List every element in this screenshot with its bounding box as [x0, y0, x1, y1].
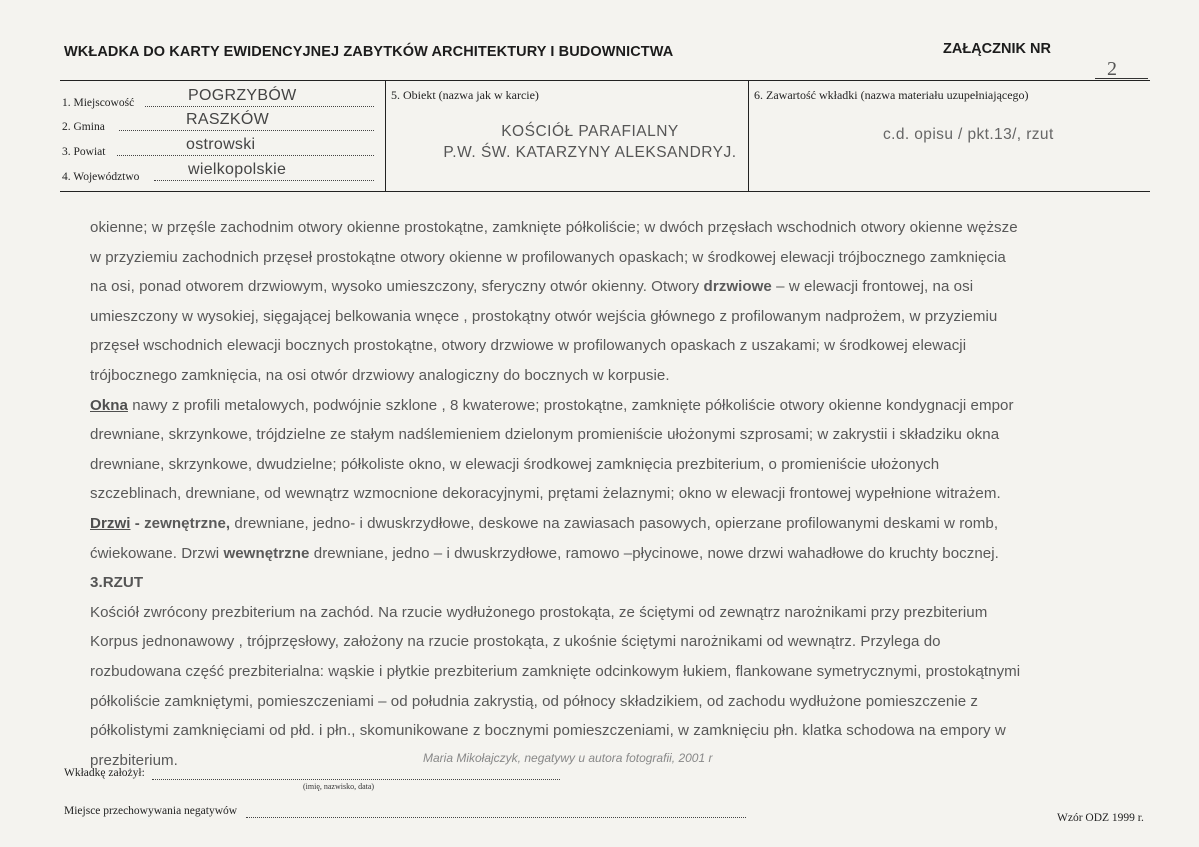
- underlined-term: Okna: [90, 396, 128, 414]
- field-label: 1. Miejscowość: [62, 97, 135, 109]
- description-text: [90, 213, 1160, 775]
- field-label: 2. Gmina: [62, 121, 105, 133]
- text-line: Okna nawy z profili metalowych, podwójnie szklone , 8 kwaterowe; prostokątne, zamknięte półkoliście otwory okienne kondygnacji empor: [90, 396, 1014, 414]
- location-row-voivodeship: [62, 161, 374, 183]
- dotted-line: [119, 130, 374, 131]
- text-line: szczeblinach, drewniane, od wewnątrz wzmocnione dekoracyjnymi, prętami żelaznymi; okno w elewacji frontowej wypełnione witrażem.: [90, 485, 1001, 503]
- negatives-storage-label: Miejsce przechowywania negatywów: [64, 805, 238, 817]
- text-line: rozbudowana część prezbiterialna: wąskie i płytkie prezbiterium zamknięte odcinkowym łukiem, flankowane symetrycznymi, prostokątnymi: [90, 662, 1021, 680]
- annex-label: ZAŁĄCZNIK NR: [943, 41, 1051, 57]
- text-line: drewniane, skrzynkowe, dwudzielne; półkoliste okno, w elewacji środkowej zamknięcia prezbiterium, o promieniście ułożonych: [90, 455, 940, 473]
- text-line: półkolistymi zamknięciami od płd. i płn., skomunikowane z bocznymi pomieszczeniami, w zamknięciu płn. klatka schodowa na empory w: [90, 722, 1006, 740]
- text-line: na osi, ponad otworem drzwiowym, wysoko umieszczony, sferyczny otwór okienny. Otwory drzwiowe – w elewacji frontowej, na osi: [90, 278, 974, 296]
- document-title: WKŁADKA DO KARTY EWIDENCYJNEJ ZABYTKÓW ARCHITEKTURY I BUDOWNICTWA: [64, 44, 674, 60]
- content-value: c.d. opisu / pkt.13/, rzut: [883, 126, 1054, 143]
- text-line: Korpus jednonawowy , trójprzęsłowy, założony na rzucie prostokąta, z ukośnie ściętymi narożnikami od wewnątrz. Przylega do: [90, 633, 941, 651]
- text-line: Kościół zwrócony prezbiterium na zachód. Na rzucie wydłużonego prostokąta, ze ściętymi od zewnątrz narożnikami przy prezbiterium: [90, 603, 988, 621]
- text-line: Drzwi - zewnętrzne, drewniane, jedno- i dwuskrzydłowe, deskowe na zawiasach pasowych, opierzane profilowanymi deskami w romb,: [90, 514, 999, 532]
- location-row-town: [62, 87, 374, 109]
- object-label: 5. Obiekt (nazwa jak w karcie): [391, 88, 539, 102]
- annex-number: 2: [1107, 58, 1117, 80]
- location-row-commune: [62, 111, 374, 133]
- form-model-label: Wzór ODZ 1999 r.: [1057, 812, 1144, 824]
- object-name-line2: P.W. ŚW. KATARZYNY ALEKSANDRYJ.: [443, 144, 737, 161]
- photo-credit: Maria Mikołajczyk, negatywy u autora fotografii, 2001 r: [423, 751, 713, 765]
- text-line: ćwiekowane. Drzwi wewnętrzne drewniane, jedno – i dwuskrzydłowe, ramowo –płycinowe, nowe drzwi wahadłowe do kruchty bocznej.: [90, 544, 999, 562]
- dotted-line: [117, 155, 374, 156]
- form-header-box: [60, 80, 1150, 192]
- field-value: ostrowski: [186, 136, 256, 153]
- bold-term: - zewnętrzne,: [130, 514, 231, 532]
- field-label: 4. Województwo: [62, 171, 140, 183]
- text-line: przęseł wschodnich elewacji bocznych prostokątne, otwory drzwiowe w profilowanych opaskach z uszakami; w środkowej elewacji: [90, 337, 967, 355]
- bold-term: drzwiowe: [703, 278, 772, 296]
- underlined-term: Drzwi: [90, 514, 131, 532]
- created-by-line: [152, 779, 560, 780]
- text-line: prezbiterium.: [90, 751, 178, 769]
- location-row-county: [62, 136, 374, 158]
- bold-term: wewnętrzne: [223, 544, 310, 562]
- created-by-hint: (imię, nazwisko, data): [303, 782, 375, 791]
- negatives-storage-line: [246, 817, 746, 818]
- content-label: 6. Zawartość wkładki (nazwa materiału uzupełniającego): [754, 88, 1029, 102]
- text-line: półkoliście zamkniętymi, pomieszczeniami – od południa zakrystią, od północy składzikiem, od zachodu wydłużone pomieszczenie z: [90, 692, 979, 710]
- annex-number-underline: [1095, 78, 1148, 79]
- text-line: umieszczony w wysokiej, sięgającej belkowania wnęce , prostokątny otwór wejścia głównego z profilowanym nadprożem, w przyziemiu: [90, 307, 998, 325]
- text-line: drewniane, skrzynkowe, trójdzielne ze stałym nadślemieniem dzielonym promieniście ułożonymi szprosami; w zakrystii i składziku okna: [90, 426, 1000, 444]
- text-line: okienne; w przęśle zachodnim otwory okienne prostokątne, zamknięte półkoliście; w dwóch przęsłach wschodnich otwory okienne węższe: [90, 219, 1018, 236]
- object-name-line1: KOŚCIÓŁ PARAFIALNY: [501, 123, 679, 140]
- created-by-label: Wkładkę założył:: [64, 767, 145, 779]
- text-line: w przyziemiu zachodnich przęseł prostokątne otwory okienne w profilowanych opaskach; w środkowej elewacji trójbocznego zamknięcia: [90, 248, 1006, 266]
- field-label: 3. Powiat: [62, 146, 106, 158]
- text-line: trójbocznego zamknięcia, na osi otwór drzwiowy analogiczny do bocznych w korpusie.: [90, 366, 670, 384]
- field-value: RASZKÓW: [186, 111, 269, 128]
- dotted-line: [145, 106, 374, 107]
- field-value: wielkopolskie: [188, 161, 287, 178]
- section-heading: 3.RZUT: [90, 574, 144, 592]
- dotted-line: [154, 180, 374, 181]
- field-value: POGRZYBÓW: [188, 87, 297, 104]
